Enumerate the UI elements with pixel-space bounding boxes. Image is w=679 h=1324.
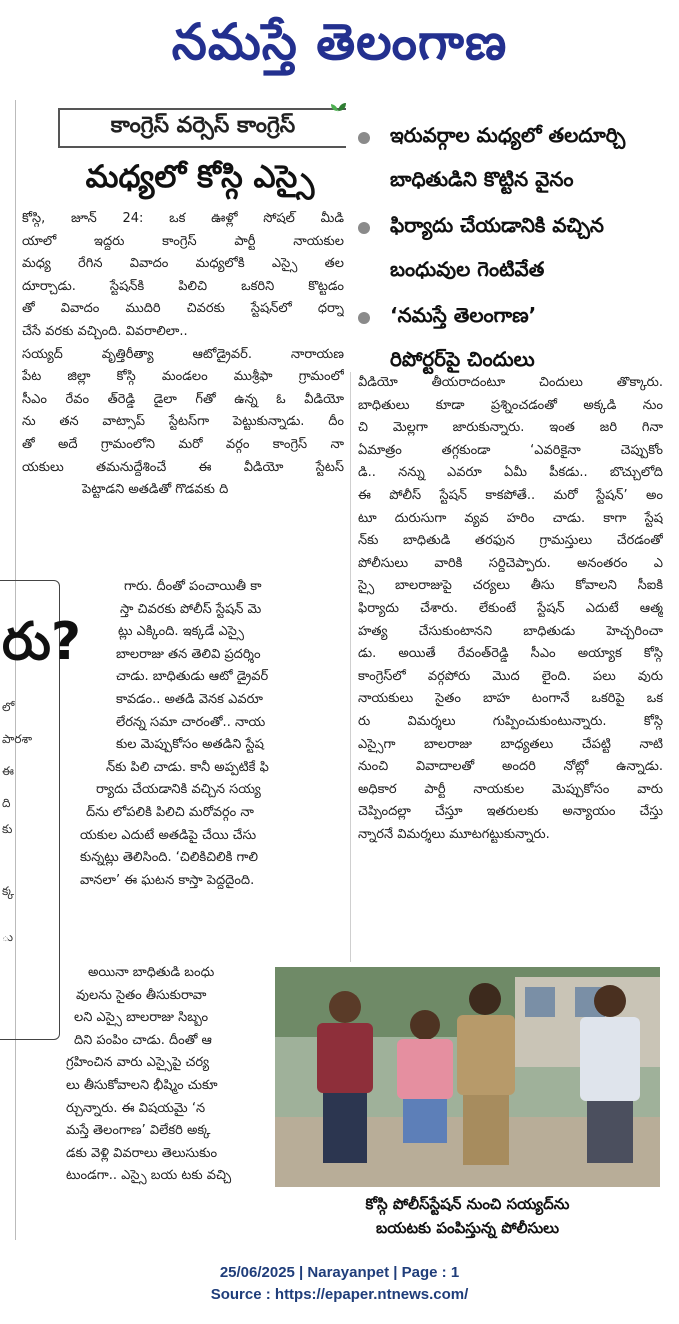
body-line: ను తన వాట్సాప్ స్టేటస్‌గా పెట్టుకున్నాడు. దీం xyxy=(22,414,344,430)
body-line: యాలో ఇద్దరు కాంగ్రెస్ పార్టీ నాయకుల xyxy=(22,233,344,249)
article-body-col1b xyxy=(66,576,344,892)
article-kicker: కాంగ్రెస్ వర్సెస్ కాంగ్రెస్ xyxy=(58,108,346,148)
neighbour-fragment: ది xyxy=(2,796,11,810)
body-line: వానలా’ ఈ ఘటన కాస్తా పెద్దదైంది. xyxy=(80,872,255,888)
body-line: ఎస్సైగా బాలరాజు బాధ్యతలు చేపట్టి నాటి xyxy=(358,736,663,752)
newspaper-title: నమస్తే తెలంగాణ xyxy=(171,13,508,71)
body-line: ఈ పోలీస్ స్టేషన్ కాకపోతే.. మరో స్టేషన్’ అం xyxy=(358,487,663,503)
body-line: యకుల ఎదుటే అతడిపై చేయి చేసు xyxy=(80,827,257,843)
body-line: నాయకులు సైతం బాహ టంగానే ఒకరిపై ఒక xyxy=(358,691,663,707)
body-line: కోస్గి, జూన్ 24: ఒక ఊళ్లో సోషల్ మీడి xyxy=(22,211,344,226)
bullet-icon xyxy=(358,222,370,234)
neighbour-headline-fragment: రు? xyxy=(2,612,81,672)
body-line: అధికార పార్టీ నాయకుల మెప్పుకోసం వారు xyxy=(358,781,663,797)
body-line: వులను సైతం తీసుకురావా xyxy=(76,987,207,1003)
body-line: సీఎం రేవం త్‌రెడ్డి డైలా గ్‌తో ఉన్న ఓ వీడియో xyxy=(22,391,344,407)
body-line: పేట జిల్లా కోస్గి మండలం ముశ్రీఫా గ్రామంలో xyxy=(22,369,344,385)
body-line: యకులు తమనుద్దేశించే ఈ వీడియో స్టేటస్ xyxy=(22,459,344,475)
highlight-line: ఇరువర్గాల మధ్యలో తలదూర్చి xyxy=(390,123,626,147)
neighbour-fragment: కు xyxy=(2,822,13,836)
body-line: లు తీసుకోవాలని భీష్మిం చుకూ xyxy=(66,1077,218,1093)
body-line: డకు వెళ్లి వివరాలు తెలుసుకుం xyxy=(66,1145,218,1161)
highlight-line: రిపోర్టర్‌పై చిందులు xyxy=(390,347,535,371)
body-line: చేసే వరకు వచ్చింది. వివరాలిలా.. xyxy=(22,323,188,339)
body-line: కుల మెప్పుకోసం అతడిని స్టేష xyxy=(116,737,264,753)
body-line: స్సై బాలరాజుపై చర్యలు తీసు కోవాలని సీఐకి xyxy=(358,578,663,594)
bullet-icon xyxy=(358,312,370,324)
caption-line: కోస్గి పోలీస్‌స్టేషన్ నుంచి సయ్యద్‌ను xyxy=(365,1195,570,1213)
body-line: డి.. నన్ను ఎవరూ ఏమీ పీకడు.. బొచ్చులోది xyxy=(358,465,663,481)
source-link[interactable]: Source : https://epaper.ntnews.com/ xyxy=(210,1286,469,1303)
edition-info: 25/06/2025 | Narayanpet | Page : 1 xyxy=(219,1264,460,1281)
article-body-col2 xyxy=(358,372,663,846)
neighbour-fragment: లో xyxy=(2,700,15,714)
body-line: గారు. దీంతో పంచాయితీ కా xyxy=(124,579,262,594)
body-line: ట్లు ఎక్కింది. ఇక్కడే ఎస్సై xyxy=(118,624,244,640)
article-body-col1 xyxy=(22,208,344,502)
body-line: మధ్య రేగిన వివాదం మధ్యలోకి ఎస్సై తల xyxy=(22,256,344,272)
body-line: చి మెల్లగా జారుకున్నారు. ఇంత జరి గినా xyxy=(358,420,663,436)
body-line: లని ఎస్సై బాలరాజు సిబ్బం xyxy=(74,1010,209,1026)
body-line: దిని పంపిం చాడు. దీంతో ఆ xyxy=(74,1032,212,1048)
body-line: న్నారనే విమర్శలు మూటగట్టుకున్నారు. xyxy=(358,826,550,842)
body-line: హత్య చేసుకుంటానని బాధితుడు హెచ్చరించా xyxy=(358,623,663,639)
neighbour-fragment: క్క xyxy=(2,884,15,898)
neighbour-fragment: ఈ xyxy=(2,764,14,778)
page-footer xyxy=(0,1262,679,1306)
body-line: మస్తే తెలంగాణ’ విలేకరి అక్క xyxy=(66,1123,211,1139)
body-line: వీడియో తీయరాదంటూ చిందులు తొక్కారు. xyxy=(358,375,663,390)
body-line: పోలీసులు వారికి సర్దిచెప్పారు. అనంతరం ఎ xyxy=(358,555,663,571)
body-line: రు విమర్శలు గుప్పించుకుంటున్నారు. కోస్గి xyxy=(358,713,663,729)
masthead xyxy=(0,0,679,86)
body-line: కాంగ్రెస్‌లో వర్గపోరు మొద లైంది. పలు వురు xyxy=(358,668,663,684)
body-line: కావడం.. అతడి వెనక ఎవరూ xyxy=(116,691,263,707)
body-line: బాధితులు కూడా ప్రశ్నించడంతో అక్కడి నుం xyxy=(358,397,663,413)
body-line: న్‌కు బాధితుడి తరఫున గ్రామస్తులు చేరడంతో xyxy=(358,533,663,549)
neighbour-fragment: పారశా xyxy=(2,732,33,746)
bullet-icon xyxy=(358,132,370,144)
highlight-line: బాధితుడిని కొట్టిన వైనం xyxy=(390,167,574,191)
body-line: టుండగా.. ఎస్సై బయ టకు వచ్చి xyxy=(66,1168,232,1184)
body-line: చెప్పిందల్లా చేస్తూ ఇతరులకు అన్యాయం చేస్తు xyxy=(358,804,663,820)
body-line: ద్‌ను లోపలికి పిలిచి మరోవర్గం నా xyxy=(86,804,254,820)
body-line: గ్రహించిన వారు ఎస్సైపై చర్య xyxy=(66,1055,210,1071)
body-line: టూ దురుసుగా వ్యవ హరిం చాడు. కాగా స్టేష xyxy=(358,510,663,526)
article-body-col1c xyxy=(66,962,272,1188)
body-line: పెట్టాడని అతడితో గొడవకు ది xyxy=(82,482,229,498)
body-line: ర్యాదు చేయడానికి వచ్చిన సయ్య xyxy=(96,782,261,798)
news-photo xyxy=(275,967,660,1187)
article-headline: మధ్యలో కోస్గి ఎస్సై xyxy=(85,159,315,195)
body-line: కున్నట్లు తెలిసింది. ‘చిలికిచిలికి గాలి xyxy=(80,850,259,866)
neighbour-fragment: ు xyxy=(2,930,14,944)
highlight-line: ‘నమస్తే తెలంగాణ’ xyxy=(390,303,537,327)
photo-caption xyxy=(275,1192,660,1240)
body-line: ఏమాత్రం తగ్గకుండా ‘ఎవరికైనా చెప్పుకోం xyxy=(358,442,663,458)
body-line: అయినా బాధితుడి బంధు xyxy=(88,965,215,980)
body-line: సయ్యద్ వృత్తిరీత్యా ఆటోడ్రైవర్. నారాయణ xyxy=(22,346,344,362)
sprout-icon xyxy=(328,100,348,114)
body-line: లేరన్న సమా చారంతో.. నాయ xyxy=(116,714,266,730)
highlight-line: బంధువుల గెంటివేత xyxy=(390,257,545,281)
body-line: నుంచి వివాదాలతో అందరి నోట్లో ఉన్నాడు. xyxy=(358,759,663,775)
column-divider xyxy=(350,372,351,962)
body-line: స్తా చివరకు పోలీస్ స్టేషన్ మె xyxy=(120,601,262,617)
body-line: చాడు. బాధితుడు ఆటో డ్రైవర్ xyxy=(116,669,269,685)
highlight-line: ఫిర్యాదు చేయడానికి వచ్చిన xyxy=(390,213,604,237)
police-escort-photo xyxy=(275,967,660,1187)
caption-line: బయటకు పంపిస్తున్న పోలీసులు xyxy=(375,1219,560,1237)
body-line: న్‌కు పిలి చాడు. కానీ అప్పటికే ఫి xyxy=(106,759,269,775)
body-line: డు. అయితే రేవంత్‌రెడ్డి సీఎం అయ్యాక కోస్గి xyxy=(358,646,663,662)
body-line: తో వివాదం ముదిరి చివరకు స్టేషన్‌లో ధర్నా xyxy=(22,301,344,317)
body-line: ర్చున్నారు. ఈ విషయమై ‘న xyxy=(66,1100,206,1116)
body-line: బాలరాజు తన తెలివి ప్రదర్శిం xyxy=(116,646,261,662)
body-line: ఫిర్యాదు చేశారు. లేకుంటే స్టేషన్ ఎదుటే ఆత్మ xyxy=(358,600,663,616)
body-line: తో అదే గ్రామంలోని మరో వర్గం కాంగ్రెస్ నా xyxy=(22,436,344,452)
body-line: దూర్చాడు. స్టేషన్‌కి పిలిచి ఒకరిని కొట్టడం xyxy=(22,278,344,294)
